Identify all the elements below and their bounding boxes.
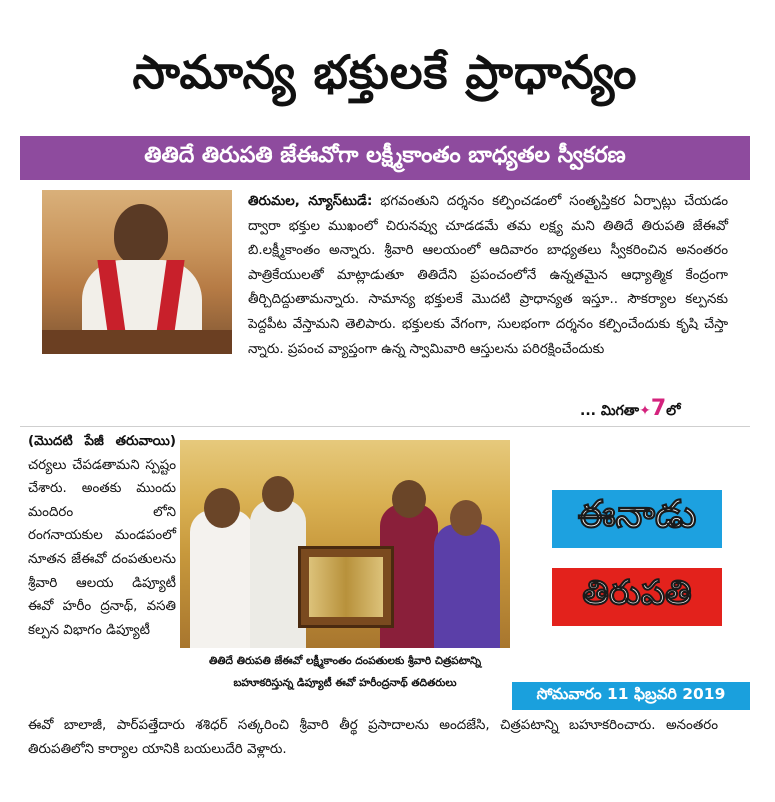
continuation-column-text: చర్యలు చేపడతామని స్పష్టం చేశారు. అంతకు ముందు మందిరం లోని రంగనాయకుల మండపంలో నూతన జేఈవో దంపతులను శ్రీవారి ఆలయ డిప్యూటీ ఈవో హరీం ద్రనాథ్, వసతి కల్పన విభాగం డిప్యూటీ — [28, 457, 176, 638]
article-main-text — [248, 190, 728, 380]
continuation-dateline: (మొదటి పేజీ తరువాయి) — [28, 434, 176, 449]
article-body: భగవంతుని దర్శనం కల్పించడంలో సంతృప్తికర ఏర్పాట్లు చేయడం ద్వారా భక్తుల ముఖంలో చిరునవ్వు చూడడమే తమ లక్ష్య మని తితిదే తిరుపతి జేఈవో బి.లక్ష్మీకాంతం అన్నారు. శ్రీవారి ఆలయంలో ఆదివారం బాధ్యతలు స్వీకరించిన అనంతరం పాత్రికేయులతో మాట్లాడుతూ తితిదేని ప్రపంచంలోనే ఉన్నతమైన ఆధ్యాత్మిక కేంద్రంగా తీర్చిదిద్దుతామన్నారు. సామాన్య భక్తులకే మొదటి ప్రాధాన్యత ఇస్తూ.. సౌకర్యాల కల్పనకు పెద్దపీట వేస్తామని తెలిపారు. భక్తులకు వేగంగా, సులభంగా దర్శనం కల్పించేందుకు కృషి చేస్తా న్నారు. ప్రపంచ వ్యాప్తంగా ఉన్న స్వామివారి ఆస్తులను పరిరక్షించేందుకు — [248, 194, 728, 357]
headline: సామాన్య భక్తులకే ప్రాధాన్యం — [132, 45, 638, 99]
jeo-portrait-photo — [42, 190, 232, 354]
photo-caption: తితిదే తిరుపతి జేఈవో లక్ష్మీకాంతం దంపతులకు శ్రీవారి చిత్రపటాన్ని బహూకరిస్తున్న డిప్యూటీ ఈవో హరీంద్రనాథ్ తదితరులు — [208, 655, 482, 689]
article-dateline: తిరుమల, న్యూస్‌టుడే: — [248, 194, 373, 209]
continued-marker — [580, 396, 681, 422]
eenadu-logo — [552, 490, 722, 548]
continuation-column — [28, 430, 176, 642]
date-bar: సోమవారం 11 ఫిబ్రవరి 2019 — [512, 682, 750, 710]
continued-suffix: లో — [666, 403, 681, 419]
continued-page-number: 7 — [650, 396, 667, 421]
section-divider — [20, 426, 750, 427]
subheadline: తితిదే తిరుపతి జేఈవోగా లక్ష్మీకాంతం బాధ్యతల స్వీకరణ — [20, 136, 750, 180]
edition-logo — [552, 568, 722, 626]
paper-name: ఈనాడు — [577, 492, 697, 536]
star-icon: ✦ — [639, 403, 651, 419]
edition-name: తిరుపతి — [582, 573, 692, 613]
felicitation-photo — [180, 440, 510, 648]
continuation-bottom-text: ఈవో బాలాజీ, పార్‌పత్తేదారు శశిధర్ సత్కరించి శ్రీవారి తీర్థ ప్రసాదాలను అందజేసి, చిత్రపటాన్ని బహూకరించారు. అనంతరం తిరుపతిలోని కార్యాల యానికి బయలుదేరి వెళ్లారు. — [28, 718, 718, 757]
continued-label: ... మిగతా — [580, 403, 640, 419]
